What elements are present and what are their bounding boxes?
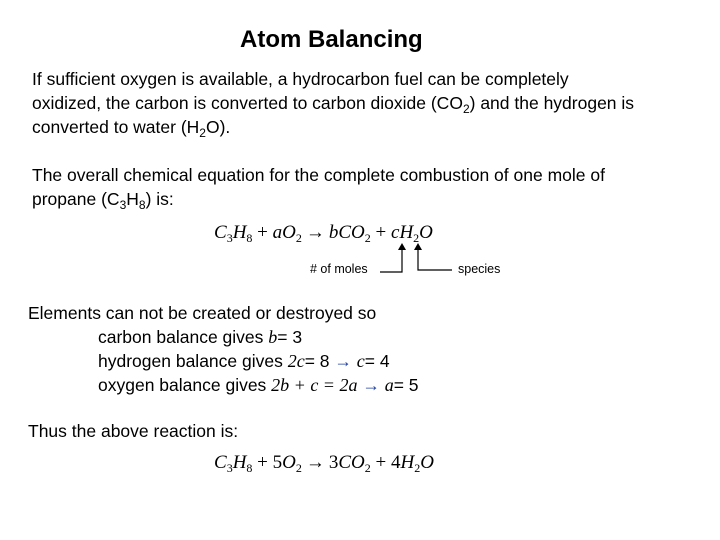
moles-pointer-line [380,248,402,272]
balance-section [28,301,419,397]
hydrogen-balance: hydrogen balance gives 2c= 8 → c= 4 [98,351,390,371]
arrow-right-icon: → [362,375,380,395]
page-title: Atom Balancing [240,26,423,53]
species-label: species [458,262,501,276]
intro-line-2: oxidized, the carbon is converted to carbon dioxide $(CO_2)$ and the hydrogen is [32,93,635,116]
species-pointer-line [418,248,452,270]
carbon-balance: carbon balance gives b= 3 [98,327,303,347]
balanced-combustion-equation: $C_3H_8 + 5O_2 \to 3CO_2 + 4H_2O$ [214,452,434,475]
overall-line-1: The overall chemical equation for the complete combustion of one mole of [32,165,605,185]
intro-line-1: If sufficient oxygen is available, a hydrocarbon fuel can be completely [32,69,569,89]
oxygen-balance: oxygen balance gives 2b + c = 2a → a= 5 [98,375,419,395]
moles-pointer-arrowhead [398,243,406,250]
arrow-right-icon: → [334,351,352,371]
balance-intro: Elements can not be created or destroyed so [28,303,377,323]
conclusion-text: Thus the above reaction is: [28,421,239,441]
reaction-arrow-icon: → [305,452,325,473]
general-combustion-equation: $C_3H_8 + aO_2 \to bCO_2 + cH_2O$ [214,222,433,245]
species-pointer-arrowhead [414,243,422,250]
overall-line-2: propane $(C_3H_8)$ is: [32,189,174,212]
intro-line-3: converted to water $(H_2O)$. [32,117,231,140]
reaction-arrow-icon: → [305,222,325,243]
moles-label: # of moles [310,262,368,276]
